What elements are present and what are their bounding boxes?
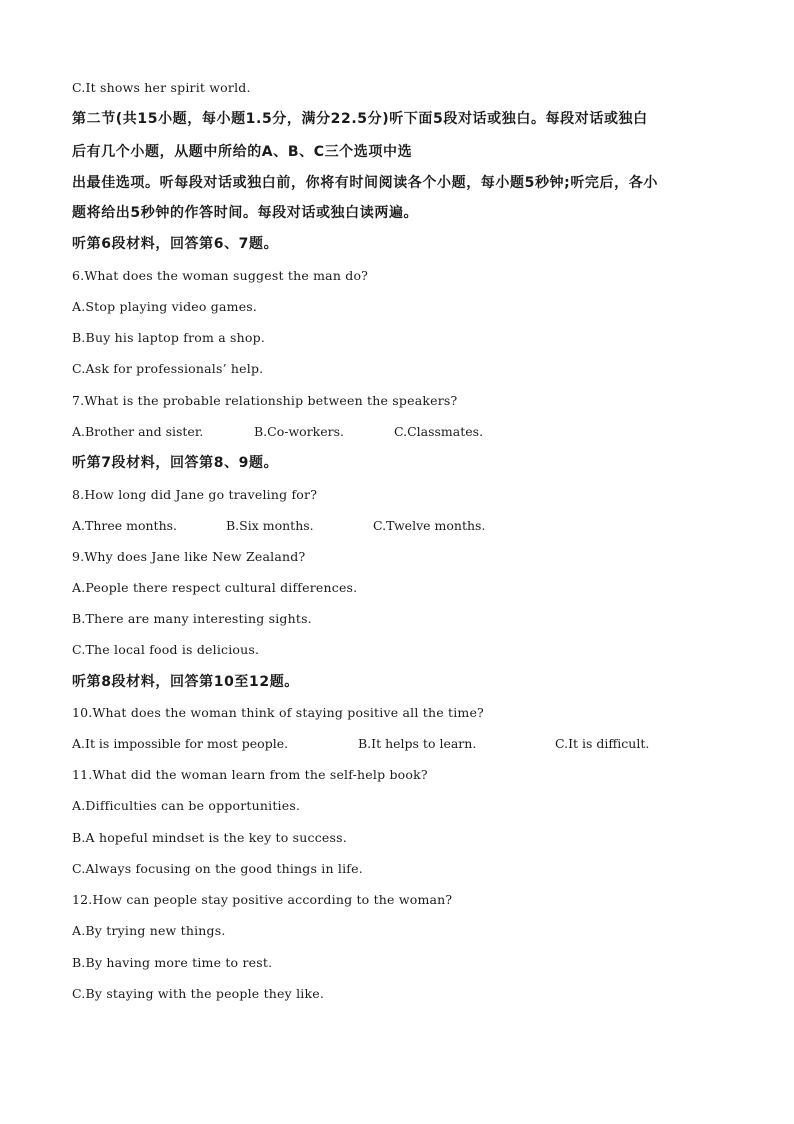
option-c-prev: C.It shows her spirit world. [72, 80, 251, 95]
question-7-option-b: B.Co-workers. [254, 424, 345, 439]
section-instructions-line-1: 第二节(共15小题，每小题1.5分，满分22.5分)听下面5段对话或独白。每段对话或独白 [72, 111, 648, 127]
question-11: 11.What did the woman learn from the self-help book? [72, 767, 428, 782]
question-10: 10.What does the woman think of staying positive all the time? [72, 705, 484, 720]
question-8-option-a: A.Three months. [72, 518, 178, 533]
question-8: 8.How long did Jane go traveling for? [72, 487, 318, 502]
question-11-option-a: A.Difficulties can be opportunities. [72, 798, 301, 813]
question-9: 9.Why does Jane like New Zealand? [72, 549, 306, 564]
question-6-option-b: B.Buy his laptop from a shop. [72, 330, 265, 345]
question-10-option-c: C.It is difficult. [555, 736, 650, 751]
question-7-option-a: A.Brother and sister. [72, 424, 204, 439]
question-10-option-a: A.It is impossible for most people. [72, 736, 289, 751]
question-9-option-a: A.People there respect cultural differences. [72, 580, 358, 595]
question-12-option-a: A.By trying new things. [72, 923, 226, 938]
question-12-option-c: C.By staying with the people they like. [72, 986, 325, 1001]
question-9-option-b: B.There are many interesting sights. [72, 611, 312, 626]
question-9-option-c: C.The local food is delicious. [72, 642, 260, 657]
material-7-heading: 听第7段材料，回答第8、9题。 [72, 455, 279, 471]
question-6: 6.What does the woman suggest the man do? [72, 268, 369, 283]
question-12: 12.How can people stay positive according to the woman? [72, 892, 453, 907]
section-instructions-line-4: 题将给出5秒钟的作答时间。每段对话或独白读两遍。 [72, 205, 419, 221]
question-7: 7.What is the probable relationship between the speakers? [72, 393, 458, 408]
question-6-option-c: C.Ask for professionals’ help. [72, 361, 264, 376]
question-8-options [72, 517, 486, 535]
section-instructions-line-3: 出最佳选项。听每段对话或独白前，你将有时间阅读各个小题，每小题5秒钟;听完后，各小 [72, 175, 658, 191]
question-10-options [72, 735, 650, 753]
question-8-option-b: B.Six months. [226, 518, 314, 533]
section-instructions-line-2: 后有几个小题，从题中所给的A、B、C三个选项中选 [72, 144, 413, 160]
question-7-option-c: C.Classmates. [394, 424, 484, 439]
material-8-heading: 听第8段材料，回答第10至12题。 [72, 674, 299, 690]
question-11-option-b: B.A hopeful mindset is the key to success. [72, 830, 347, 845]
question-8-option-c: C.Twelve months. [373, 518, 486, 533]
question-10-option-b: B.It helps to learn. [358, 736, 477, 751]
question-7-options [72, 423, 484, 441]
question-6-option-a: A.Stop playing video games. [72, 299, 258, 314]
question-12-option-b: B.By having more time to rest. [72, 955, 273, 970]
question-11-option-c: C.Always focusing on the good things in life. [72, 861, 363, 876]
material-6-heading: 听第6段材料，回答第6、7题。 [72, 236, 279, 252]
